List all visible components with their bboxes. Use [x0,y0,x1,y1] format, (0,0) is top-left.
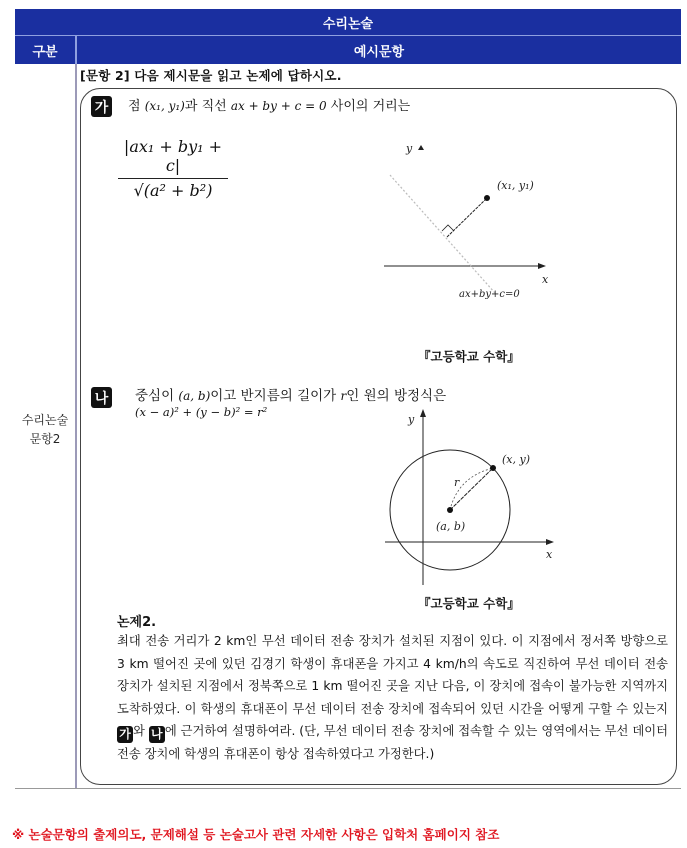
question-text-part1: 최대 전송 거리가 2 km인 무선 데이터 전송 장치가 설치된 지점이 있다. 이 지점에서 정서쪽 방향으로 3 km 떨어진 곳에 있던 김경기 학생이 휴대폰을 가지고 4 km/h의 속도로 직진하여 무선 데이터 전송 장치가 설치된 지점에서 정북쪽으로 1 km 떨어진 곳을 지난 다음, 이 장치에 접속이 불가능한 지역까지 도착하였다. 이 학생의 휴대폰이 무선 데이터 전송 장치에 접속되어 있던 시간을 어떻게 구할 수 있는지 [117,634,668,716]
citation-na: 『고등학교 수학』 [418,596,520,611]
text: 과 직선 [184,99,231,114]
table-header-row [15,36,681,64]
table-title [15,9,681,36]
text: 중심이 [135,388,179,404]
citation-ga: 『고등학교 수학』 [418,349,520,364]
point-label: (x₁, y₁) [497,179,534,192]
text: 사이의 거리는 [326,99,411,114]
point-label: (x, y) [502,453,530,466]
table-bottom-border [15,788,681,789]
point-expression: (x₁, y₁) [144,99,185,113]
circle-equation: (x − a)² + (y − b)² = r² [135,405,268,419]
text: 점 [128,99,145,114]
text: 인 원의 방정식은 [346,388,447,404]
point-line-distance-figure [370,135,570,310]
distance-formula [118,137,228,200]
category-line-2: 문항2 [29,432,61,446]
x-axis-label: x [546,548,553,561]
center-expression: (a, b) [178,389,211,403]
line-equation: ax + by + c = 0 [230,99,327,113]
passage-na-statement [135,384,446,404]
question-title: 논제2. [117,615,157,630]
passage-tag-ga: 가 [91,96,112,117]
formula-numerator: |ax₁ + by₁ + c| [118,137,228,179]
question-text-conj: 와 [133,724,149,738]
column-header-example: 예시문항 [353,44,405,60]
x-axis-label: x [542,273,549,286]
footer-note: ※ 논술문항의 출제의도, 문제해설 등 논술고사 관련 자세한 사항은 입학처 홈페이지 참조 [12,827,500,842]
inline-tag-na: 나 [149,726,165,743]
table-title-text: 수리논술 [322,16,374,32]
y-axis-arrow-icon [418,145,424,150]
text: 이고 반지름의 길이가 [210,388,341,404]
category-label [15,411,75,449]
passage-tag-na: 나 [91,387,112,408]
question-text-part2: 에 근거하여 설명하여라. (단, 무선 데이터 전송 장치에 접속할 수 있는 영역에서는 무선 데이터 전송 장치에 학생의 휴대폰이 항상 접속하였다고 가정한다.) [117,724,668,761]
y-axis-label: y [408,413,415,426]
circle-figure [370,405,570,595]
inline-tag-ga: 가 [117,726,133,743]
passage-ga-statement [128,95,410,114]
y-axis-label: y [406,142,413,155]
question-prompt: [문항 2] 다음 제시문을 읽고 논제에 답하시오. [80,68,342,83]
radius-label: r [454,476,460,489]
column-header-category: 구분 [15,36,77,64]
question-body [117,630,668,765]
line-label: ax+by+c=0 [459,289,520,300]
radius-symbol: r [340,389,347,403]
category-line-1: 수리논술 [21,413,69,427]
formula-denominator: √(a² + b²) [133,181,213,200]
center-label: (a, b) [436,520,466,533]
